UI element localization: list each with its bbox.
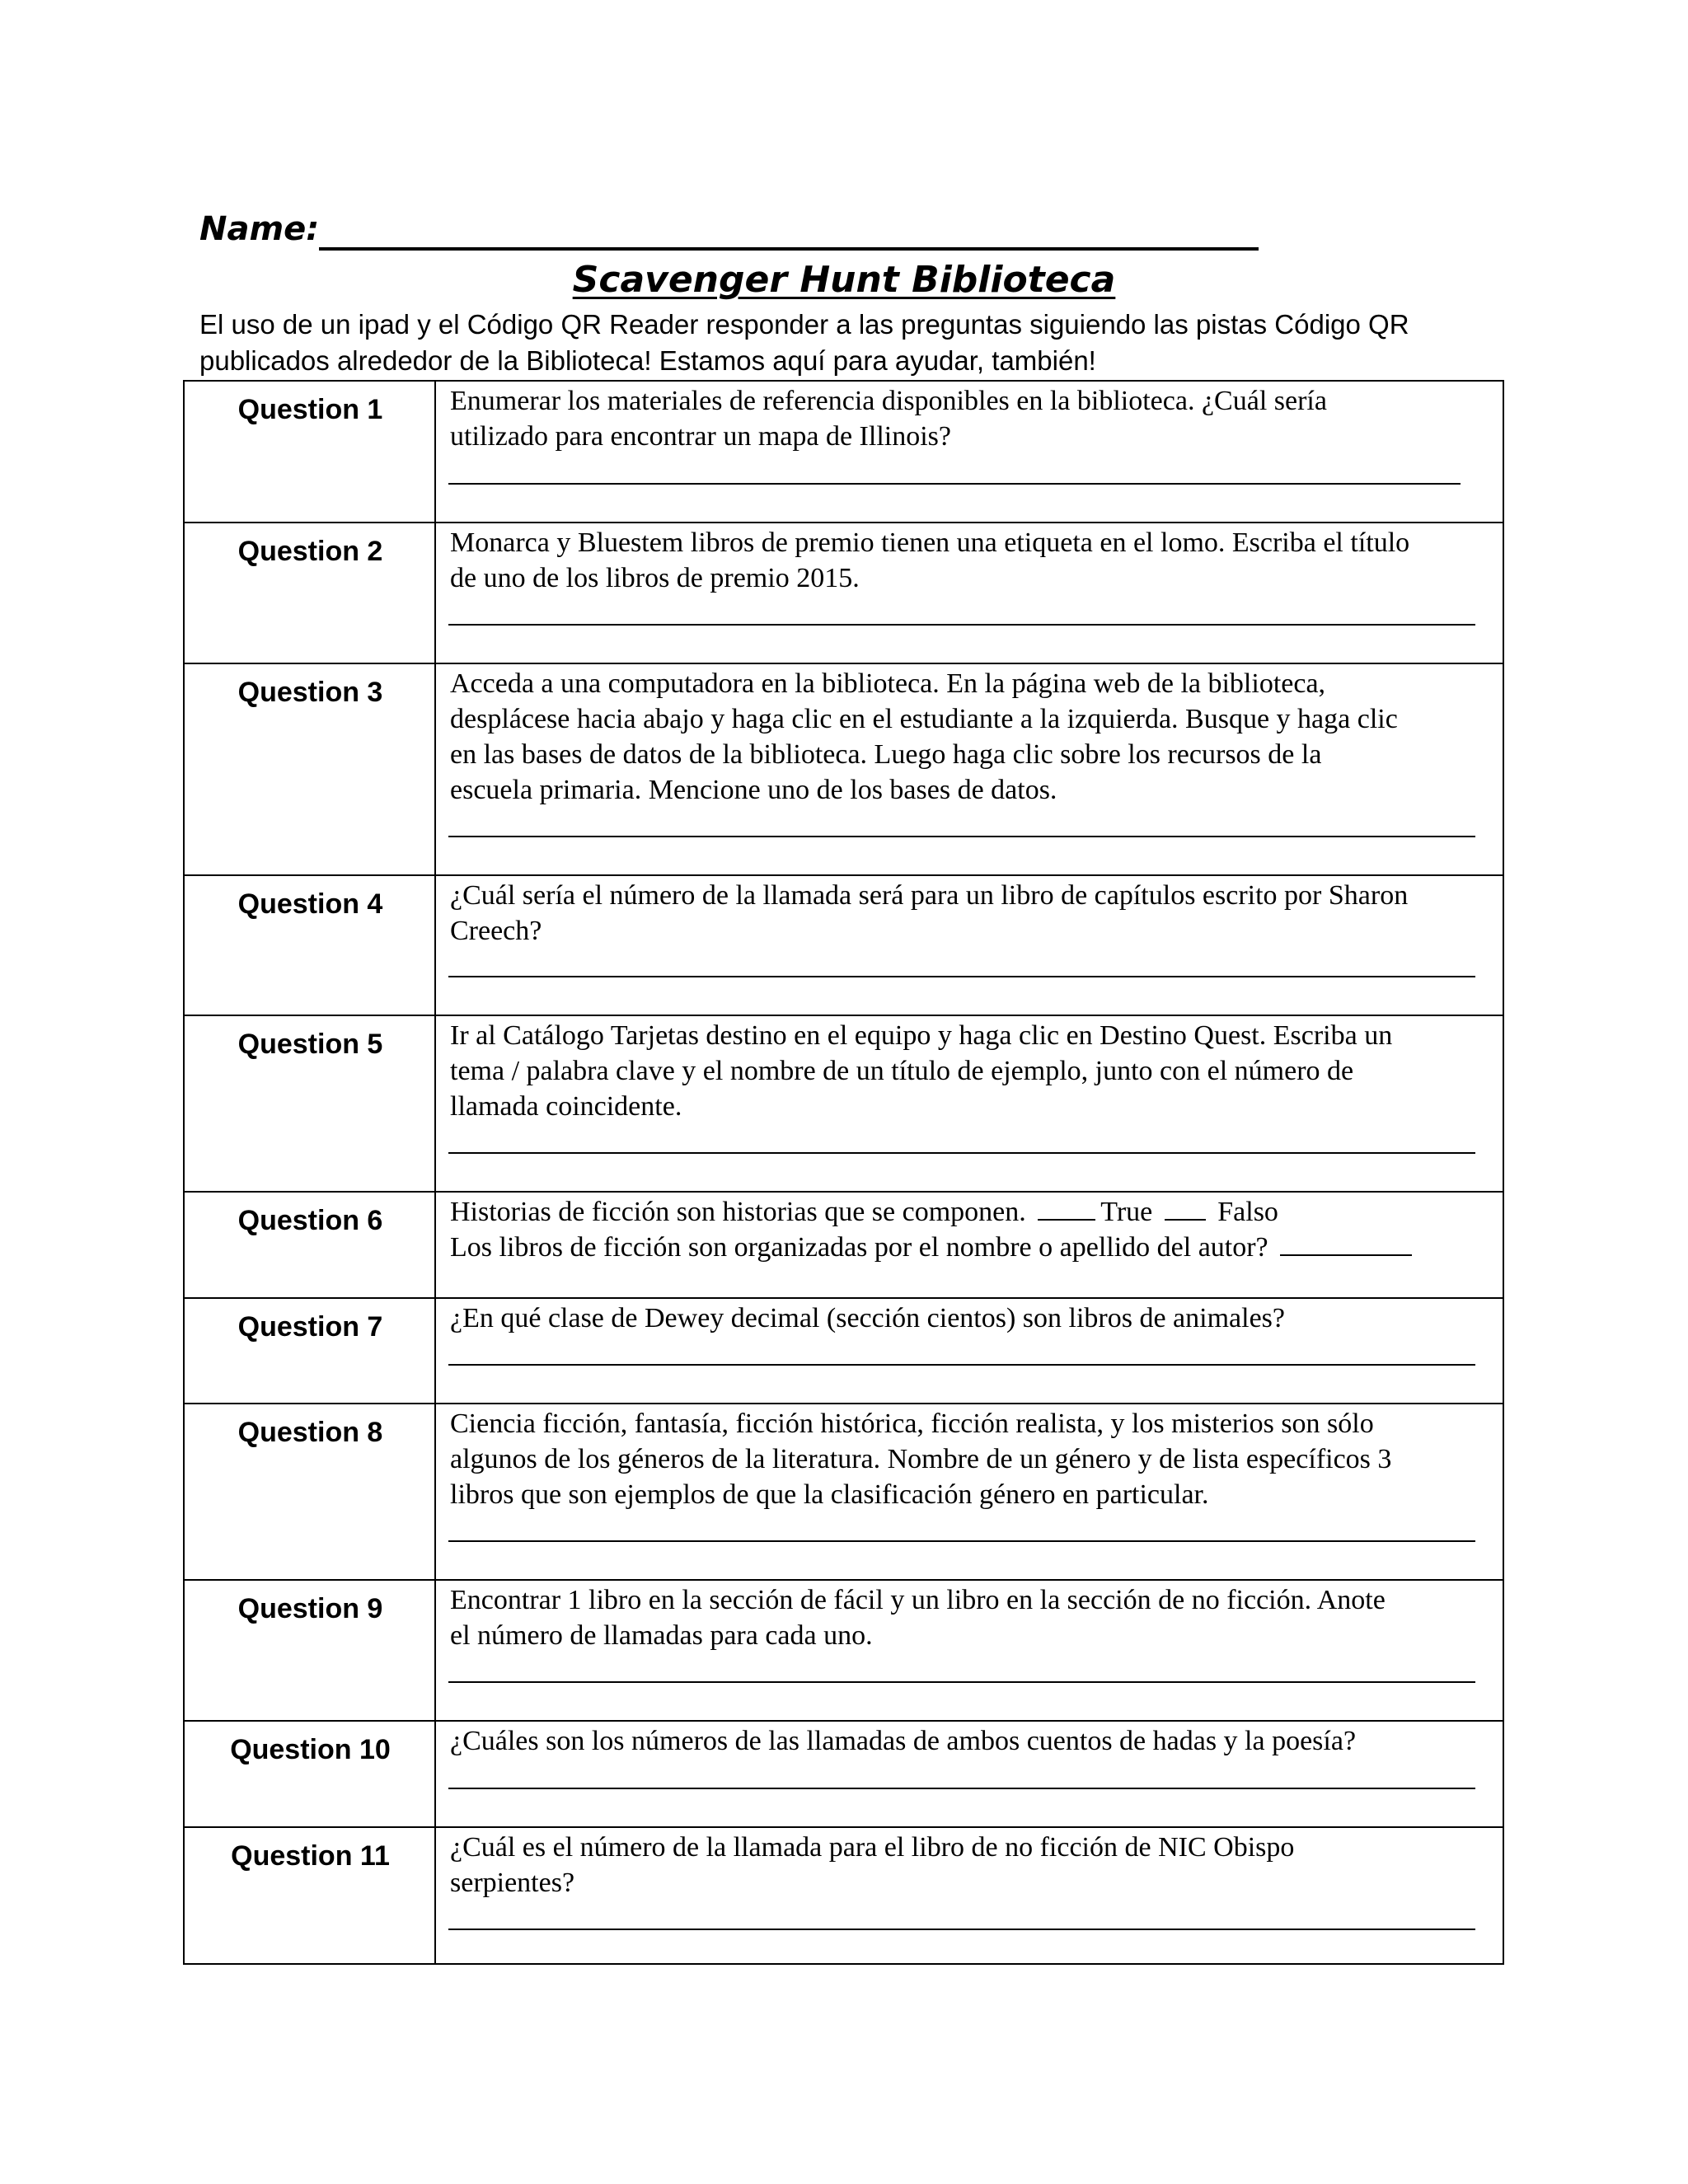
author-name-blank[interactable] <box>1280 1233 1412 1256</box>
question-label: Question 5 <box>237 1029 383 1060</box>
question-label: Question 4 <box>237 888 383 920</box>
question-row-3 <box>185 664 1503 876</box>
question-row-10 <box>185 1722 1503 1828</box>
answer-line[interactable] <box>448 836 1475 837</box>
question-text <box>450 878 1495 949</box>
question-text-line: Creech? <box>450 916 542 946</box>
question-row-6 <box>185 1193 1503 1299</box>
question-text-line: ¿Cuál es el número de la llamada para el libro de no ficción de NIC Obispo <box>450 1832 1295 1863</box>
question-label: Question 1 <box>237 394 383 425</box>
question-text-line: desplácese hacia abajo y haga clic en el estudiante a la izquierda. Busque y haga clic <box>450 704 1398 734</box>
question-text-line: de uno de los libros de premio 2015. <box>450 563 860 593</box>
question-label: Question 3 <box>237 677 383 708</box>
question-label: Question 8 <box>237 1417 383 1448</box>
question-text-line: tema / palabra clave y el nombre de un título de ejemplo, junto con el número de <box>450 1056 1354 1086</box>
instructions-line: El uso de un ipad y el Código QR Reader responder a las preguntas siguiendo las pistas Código QR <box>199 309 1409 340</box>
question-text-line: ¿Cuáles son los números de las llamadas de ambos cuentos de hadas y la poesía? <box>450 1726 1357 1756</box>
question-text-line: utilizado para encontrar un mapa de Illinois? <box>450 421 951 452</box>
question-text <box>450 1830 1495 1900</box>
question-text <box>450 666 1495 808</box>
question-text-line: Ir al Catálogo Tarjetas destino en el equipo y haga clic en Destino Quest. Escriba un <box>450 1020 1393 1051</box>
question-row-2 <box>185 523 1503 664</box>
answer-line[interactable] <box>448 624 1475 626</box>
answer-line[interactable] <box>448 1540 1475 1542</box>
question-text-segment: Historias de ficción son historias que se componen. <box>450 1197 1026 1227</box>
question-text-line: ¿Cuál sería el número de la llamada será para un libro de capítulos escrito por Sharon <box>450 880 1409 911</box>
question-text-line: Monarca y Bluestem libros de premio tienen una etiqueta en el lomo. Escriba el título <box>450 527 1410 558</box>
false-option-label: Falso <box>1217 1197 1278 1227</box>
true-blank[interactable] <box>1038 1197 1095 1221</box>
question-text <box>450 1723 1495 1759</box>
question-row-4 <box>185 876 1503 1016</box>
answer-line[interactable] <box>448 976 1475 977</box>
question-row-8 <box>185 1404 1503 1581</box>
name-row <box>199 203 1271 255</box>
answer-line[interactable] <box>448 1364 1475 1366</box>
question-row-5 <box>185 1016 1503 1193</box>
question-text-line <box>450 1194 1495 1230</box>
page-title: Scavenger Hunt Biblioteca <box>572 259 1116 301</box>
name-label: Name: <box>199 210 320 248</box>
question-text-line: libros que son ejemplos de que la clasificación género en particular. <box>450 1479 1209 1510</box>
question-text-line: algunos de los géneros de la literatura. Nombre de un género y de lista específicos 3 <box>450 1444 1392 1474</box>
question-text-line: llamada coincidente. <box>450 1091 682 1122</box>
question-text <box>450 1406 1495 1512</box>
answer-line[interactable] <box>448 1681 1475 1683</box>
question-text-line: Enumerar los materiales de referencia disponibles en la biblioteca. ¿Cuál sería <box>450 386 1327 416</box>
question-text-line: en las bases de datos de la biblioteca. Luego haga clic sobre los recursos de la <box>450 739 1322 770</box>
question-label: Question 9 <box>237 1593 383 1624</box>
question-label: Question 2 <box>237 536 383 567</box>
answer-line[interactable] <box>448 1788 1475 1789</box>
question-row-9 <box>185 1581 1503 1722</box>
false-blank[interactable] <box>1165 1197 1206 1221</box>
answer-line[interactable] <box>448 1152 1475 1154</box>
question-text <box>450 525 1495 596</box>
instructions <box>199 307 1502 379</box>
question-text-segment: Los libros de ficción son organizadas por el nombre o apellido del autor? <box>450 1232 1268 1263</box>
true-option-label: True <box>1100 1197 1153 1227</box>
question-text-line: Acceda a una computadora en la biblioteca. En la página web de la biblioteca, <box>450 668 1326 699</box>
question-text-line <box>450 1230 1495 1265</box>
questions-table <box>183 380 1504 1965</box>
question-label: Question 7 <box>237 1311 383 1343</box>
question-text <box>450 1301 1495 1336</box>
question-label: Question 6 <box>237 1205 383 1236</box>
question-label: Question 11 <box>231 1840 390 1872</box>
question-text <box>450 383 1495 454</box>
question-text-line: serpientes? <box>450 1868 575 1898</box>
question-row-11 <box>185 1828 1503 1963</box>
question-text-line: Ciencia ficción, fantasía, ficción histórica, ficción realista, y los misterios son sólo <box>450 1408 1374 1439</box>
question-text <box>450 1582 1495 1653</box>
question-text <box>450 1018 1495 1124</box>
question-row-1 <box>185 382 1503 523</box>
question-text <box>450 1194 1495 1265</box>
question-text-line: el número de llamadas para cada uno. <box>450 1620 873 1651</box>
instructions-line: publicados alrededor de la Biblioteca! Estamos aquí para ayudar, también! <box>199 345 1096 376</box>
question-row-7 <box>185 1299 1503 1404</box>
question-text-line: Encontrar 1 libro en la sección de fácil y un libro en la sección de no ficción. Anote <box>450 1585 1386 1615</box>
question-text-line: ¿En qué clase de Dewey decimal (sección cientos) son libros de animales? <box>450 1303 1285 1333</box>
question-text-line: escuela primaria. Mencione uno de los bases de datos. <box>450 775 1057 805</box>
answer-line[interactable] <box>448 1929 1475 1930</box>
question-label: Question 10 <box>230 1734 391 1765</box>
answer-line[interactable] <box>448 483 1461 485</box>
name-answer-line[interactable] <box>319 247 1259 251</box>
